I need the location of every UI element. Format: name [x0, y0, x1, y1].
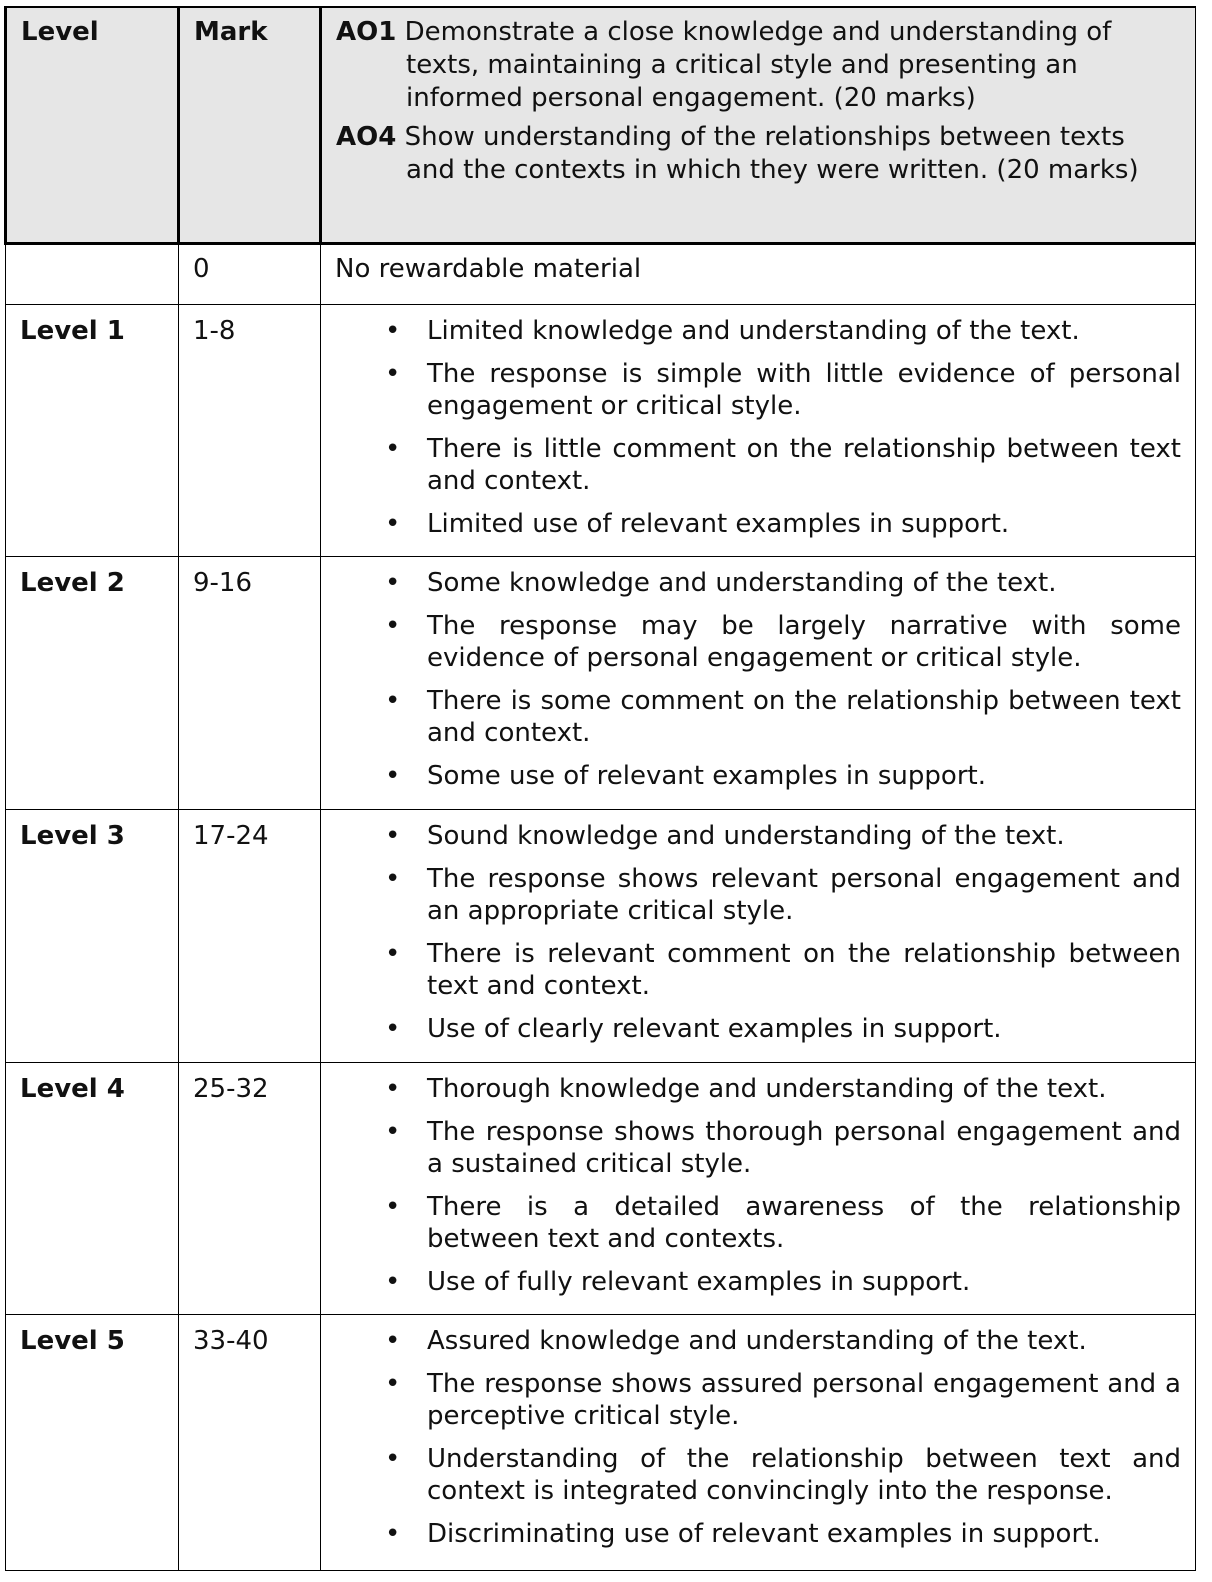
- level-header: Level: [6, 7, 179, 243]
- descriptor-bullet: • Limited knowledge and understanding of the text.: [335, 315, 1181, 347]
- mark-range: 33-40: [179, 1315, 321, 1571]
- level-row: [6, 809, 1196, 1062]
- level-row: [6, 304, 1196, 557]
- descriptor-bullet: • The response is simple with little evidence of personal engagement or critical style.: [335, 358, 1181, 422]
- level-label: Level 3: [6, 809, 179, 1062]
- descriptor-list: [335, 1325, 1181, 1550]
- zero-description: No rewardable material: [321, 243, 1196, 304]
- descriptor-bullet: • There is little comment on the relationship between text and context.: [335, 433, 1181, 497]
- level-label: Level 1: [6, 304, 179, 557]
- descriptor-list: [335, 820, 1181, 1045]
- descriptor-bullet: • Some knowledge and understanding of the text.: [335, 567, 1181, 599]
- descriptor-list: [335, 315, 1181, 540]
- descriptor-bullet: • Sound knowledge and understanding of the text.: [335, 820, 1181, 852]
- zero-level-cell: [6, 243, 179, 304]
- level-row: [6, 1062, 1196, 1315]
- ao4-objective: [336, 121, 1181, 187]
- descriptor-bullet: • Limited use of relevant examples in support.: [335, 508, 1181, 540]
- descriptor-bullet: • The response shows thorough personal engagement and a sustained critical style.: [335, 1116, 1181, 1180]
- mark-scheme-table: [4, 6, 1196, 1571]
- ao1-text: Demonstrate a close knowledge and understanding of texts, maintaining a critical style and presenting an informed personal engagement. (20 marks): [404, 17, 1112, 113]
- ao4-tag: AO4: [336, 122, 397, 152]
- level-descriptors: [321, 557, 1196, 810]
- descriptor-bullet: • The response may be largely narrative with some evidence of personal engagement or critical style.: [335, 610, 1181, 674]
- descriptor-list: [335, 567, 1181, 792]
- level-descriptors: [321, 1315, 1196, 1571]
- level-descriptors: [321, 809, 1196, 1062]
- ao1-objective: [336, 16, 1181, 115]
- descriptor-bullet: • Use of fully relevant examples in support.: [335, 1266, 1181, 1298]
- descriptor-bullet: • Some use of relevant examples in support.: [335, 760, 1181, 792]
- level-descriptors: [321, 304, 1196, 557]
- level-label: Level 4: [6, 1062, 179, 1315]
- descriptor-bullet: • The response shows relevant personal engagement and an appropriate critical style.: [335, 863, 1181, 927]
- mark-range: 25-32: [179, 1062, 321, 1315]
- zero-mark-row: [6, 243, 1196, 304]
- descriptor-bullet: • Use of clearly relevant examples in support.: [335, 1013, 1181, 1045]
- ao4-text: Show understanding of the relationships between texts and the contexts in which they were written. (20 marks): [404, 122, 1139, 185]
- descriptor-bullet: • There is a detailed awareness of the relationship between text and contexts.: [335, 1191, 1181, 1255]
- level-descriptors: [321, 1062, 1196, 1315]
- level-label: Level 5: [6, 1315, 179, 1571]
- zero-mark-cell: 0: [179, 243, 321, 304]
- mark-range: 1-8: [179, 304, 321, 557]
- ao1-tag: AO1: [336, 17, 397, 47]
- level-row: [6, 1315, 1196, 1571]
- level-row: [6, 557, 1196, 810]
- assessment-objectives-header: [321, 7, 1196, 243]
- descriptor-bullet: • There is relevant comment on the relationship between text and context.: [335, 938, 1181, 1002]
- mark-range: 9-16: [179, 557, 321, 810]
- descriptor-bullet: • Thorough knowledge and understanding of the text.: [335, 1073, 1181, 1105]
- mark-header: Mark: [179, 7, 321, 243]
- descriptor-bullet: • Understanding of the relationship between text and context is integrated convincingly into the response.: [335, 1443, 1181, 1507]
- descriptor-bullet: • The response shows assured personal engagement and a perceptive critical style.: [335, 1368, 1181, 1432]
- descriptor-list: [335, 1073, 1181, 1298]
- descriptor-bullet: • Discriminating use of relevant examples in support.: [335, 1518, 1181, 1550]
- descriptor-bullet: • Assured knowledge and understanding of the text.: [335, 1325, 1181, 1357]
- descriptor-bullet: • There is some comment on the relationship between text and context.: [335, 685, 1181, 749]
- level-label: Level 2: [6, 557, 179, 810]
- header-row: [6, 7, 1196, 243]
- mark-range: 17-24: [179, 809, 321, 1062]
